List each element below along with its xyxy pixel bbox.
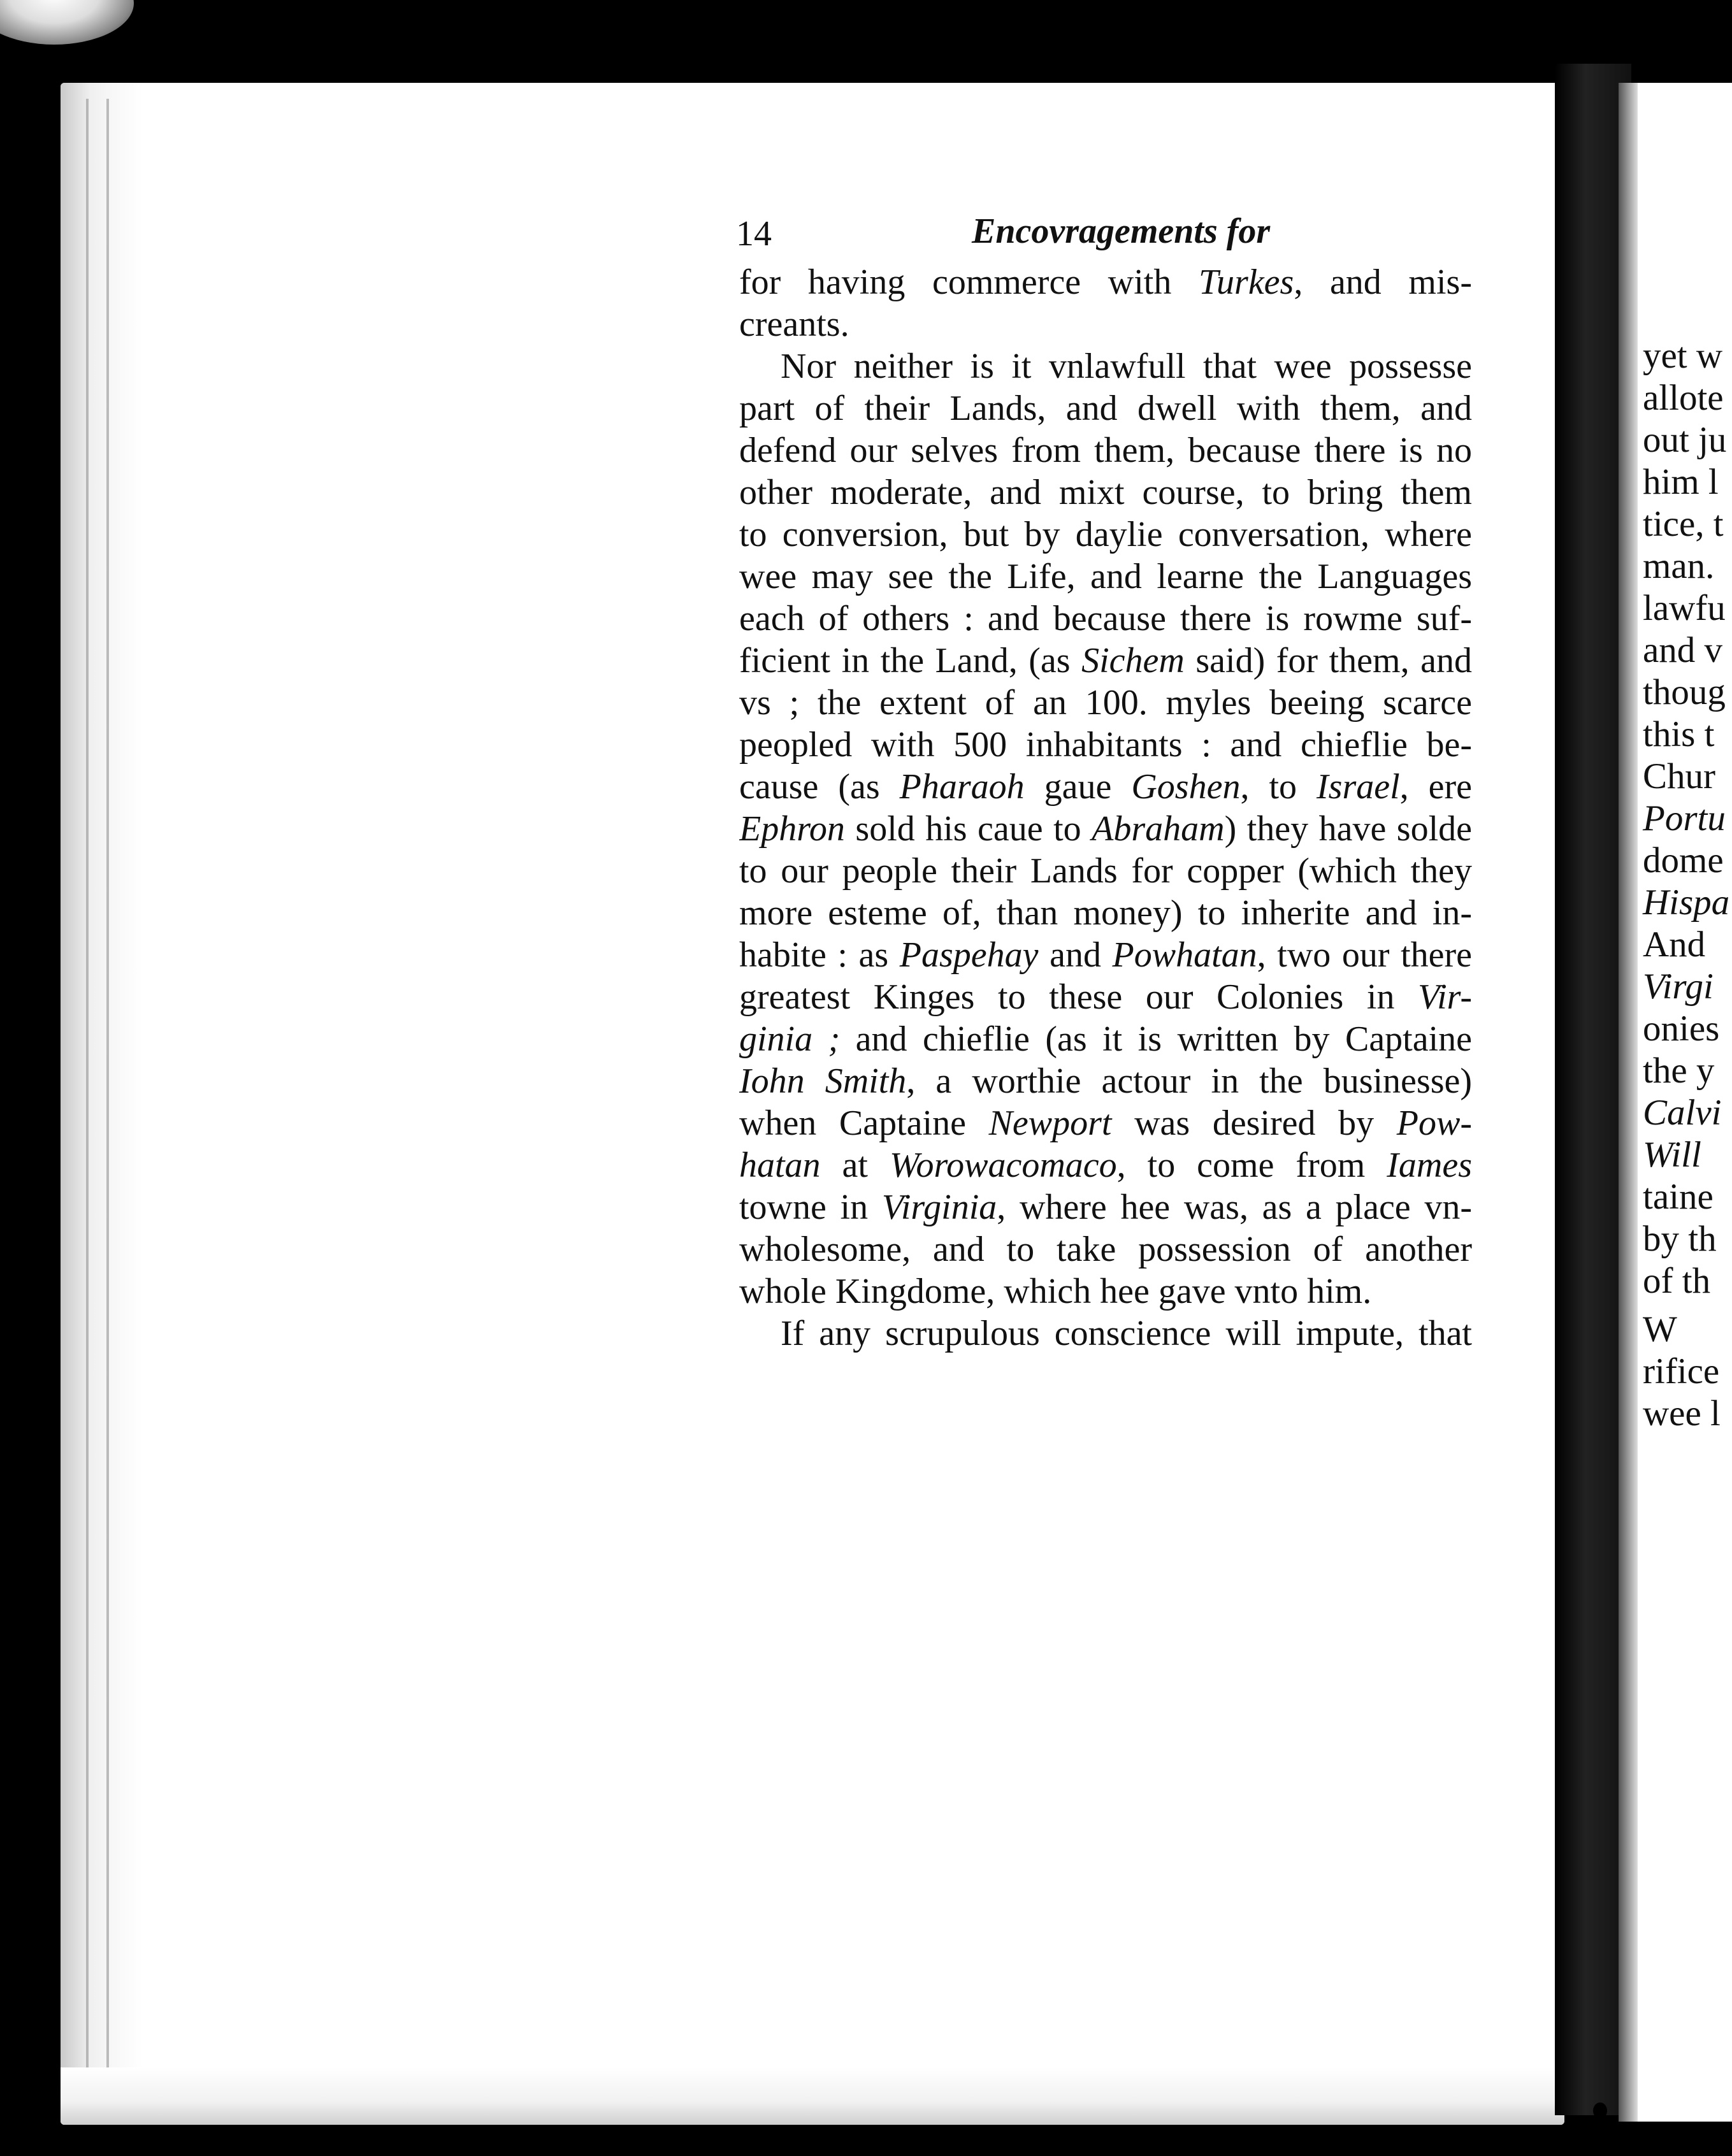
text-line <box>739 1312 1472 1355</box>
text-run: gaue <box>1024 767 1132 807</box>
facing-page-line: out ju <box>1643 420 1727 460</box>
text-line <box>739 1018 1472 1060</box>
italic-run: Goshen <box>1131 767 1241 807</box>
text-line <box>739 976 1472 1018</box>
facing-page-line: Portu <box>1643 798 1726 838</box>
text-run: was desired by <box>1111 1103 1397 1143</box>
italic-run: Vir- <box>1418 977 1472 1017</box>
italic-run: Iohn Smith <box>739 1061 907 1101</box>
text-run: cause (as <box>739 767 900 807</box>
italic-run: Powhatan <box>1112 935 1257 975</box>
facing-page <box>1619 83 1732 2122</box>
text-line <box>739 556 1472 598</box>
text-line <box>739 345 1472 387</box>
text-line <box>739 640 1472 682</box>
text-line <box>739 766 1472 808</box>
facing-page-shade <box>1619 83 1638 2122</box>
text-run: at <box>820 1146 890 1185</box>
facing-page-line: tice, t <box>1643 504 1724 544</box>
italic-run: ginia ; <box>739 1019 841 1059</box>
facing-page-line: of th <box>1643 1261 1711 1301</box>
text-run: towne in <box>739 1188 882 1227</box>
facing-page-line: him l <box>1643 462 1719 502</box>
page-edge-line <box>106 99 109 2109</box>
text-run: for having commerce with <box>739 262 1199 302</box>
text-run: more esteme of, than money) to inherite and in- <box>739 893 1472 933</box>
italic-run: Paspehay <box>899 935 1039 975</box>
text-line <box>739 934 1472 976</box>
text-line <box>739 1228 1472 1270</box>
scan-speck <box>1593 2102 1607 2119</box>
page-bottom-edge <box>61 2067 1564 2125</box>
text-run: ) they have solde <box>1224 809 1472 849</box>
facing-page-line: allote <box>1643 378 1724 418</box>
facing-page-line: onies <box>1643 1009 1720 1049</box>
text-line <box>739 429 1472 471</box>
text-run: Nor neither is it vnlawfull that wee possesse <box>781 347 1472 386</box>
text-run: , to <box>1240 767 1317 807</box>
page-number: 14 <box>736 214 772 254</box>
facing-page-line: dome <box>1643 840 1724 880</box>
italic-run: Ephron <box>739 809 845 849</box>
italic-run: Pharaoh <box>899 767 1025 807</box>
text-run: , two our there <box>1257 935 1472 975</box>
text-run: wee may see the Life, and learne the Languages <box>739 557 1472 596</box>
italic-run: Worowacomaco <box>889 1146 1117 1185</box>
text-run: to our people their Lands for copper (which they <box>739 851 1472 891</box>
scan-speck <box>1086 75 1092 82</box>
text-run: and <box>1038 935 1113 975</box>
text-line <box>739 808 1472 850</box>
text-line <box>739 1270 1472 1312</box>
text-run: , a worthie actour in the businesse) <box>906 1061 1472 1101</box>
text-line <box>739 387 1472 429</box>
text-run: peopled with 500 inhabitants : and chieflie be- <box>739 725 1472 765</box>
text-run: part of their Lands, and dwell with them, and <box>739 389 1472 428</box>
text-run: whole Kingdome, which hee gave vnto him. <box>739 1272 1372 1311</box>
text-line <box>739 1144 1472 1186</box>
facing-page-line: by th <box>1643 1219 1717 1259</box>
text-line <box>739 471 1472 514</box>
text-run: said) for them, and <box>1184 641 1472 680</box>
facing-page-line: and v <box>1643 630 1723 670</box>
text-line <box>739 682 1472 724</box>
italic-run: Abraham <box>1092 809 1225 849</box>
text-run: defend our selves from them, because there is no <box>739 431 1472 470</box>
running-head <box>736 213 1501 264</box>
italic-run: Iames <box>1387 1146 1472 1185</box>
text-line <box>739 1060 1472 1102</box>
text-run: If any scrupulous conscience will impute, that <box>781 1314 1472 1353</box>
text-line <box>739 514 1472 556</box>
text-run: and chieflie (as it is written by Captaine <box>840 1019 1472 1059</box>
facing-page-line: Chur <box>1643 756 1715 796</box>
text-line <box>739 261 1472 303</box>
text-line <box>739 1186 1472 1228</box>
text-run: when Captaine <box>739 1103 989 1143</box>
text-run: wholesome, and to take possession of another <box>739 1230 1472 1269</box>
text-run: habite : as <box>739 935 900 975</box>
facing-page-line: And <box>1643 924 1706 965</box>
italic-run: Pow- <box>1396 1103 1472 1143</box>
text-run: sold his caue to <box>844 809 1092 849</box>
text-run: vs ; the extent of an 100. myles beeing scarce <box>739 683 1472 722</box>
facing-page-line: Will <box>1643 1135 1701 1175</box>
facing-page-line: thoug <box>1643 672 1726 712</box>
facing-page-line: yet w <box>1643 336 1723 376</box>
facing-page-line: wee l <box>1643 1393 1721 1434</box>
text-line <box>739 892 1472 934</box>
text-line <box>739 1102 1472 1144</box>
italic-run: Turkes <box>1198 262 1294 302</box>
text-run: , where hee was, as a place vn- <box>997 1188 1472 1227</box>
facing-page-line: rifice <box>1643 1351 1720 1391</box>
facing-page-line: man. <box>1643 546 1715 586</box>
scan-blot <box>0 0 134 45</box>
text-run: creants. <box>739 305 849 344</box>
body-text <box>739 261 1472 1355</box>
text-line <box>739 850 1472 892</box>
text-run: to conversion, but by daylie conversation, where <box>739 515 1472 554</box>
text-run: , to come from <box>1116 1146 1387 1185</box>
scan-speck <box>54 647 58 650</box>
text-run: , and mis- <box>1294 262 1472 302</box>
page-edge-line <box>86 99 89 2109</box>
facing-page-line: W <box>1643 1309 1677 1349</box>
text-run: ficient in the Land, (as <box>739 641 1082 680</box>
italic-run: Israel <box>1317 767 1400 807</box>
facing-page-line: Virgi <box>1643 967 1714 1007</box>
facing-page-line: Calvi <box>1643 1093 1722 1133</box>
facing-page-line: this t <box>1643 714 1715 754</box>
facing-page-line: lawfu <box>1643 588 1726 628</box>
page-fore-edge <box>61 83 143 2125</box>
facing-page-line: taine <box>1643 1177 1714 1217</box>
text-run: greatest Kinges to these our Colonies in <box>739 977 1418 1017</box>
facing-page-line: Hispa <box>1643 882 1730 923</box>
facing-page-line: the y <box>1643 1051 1715 1091</box>
italic-run: hatan <box>739 1146 821 1185</box>
text-line <box>739 724 1472 766</box>
text-run: , ere <box>1399 767 1472 807</box>
text-run: other moderate, and mixt course, to bring them <box>739 473 1472 512</box>
text-line <box>739 303 1472 345</box>
italic-run: Virginia <box>881 1188 997 1227</box>
italic-run: Sichem <box>1081 641 1185 680</box>
text-run: each of others : and because there is rowme suf- <box>739 599 1472 638</box>
italic-run: Newport <box>988 1103 1112 1143</box>
running-title: Encovragements for <box>972 212 1271 251</box>
text-line <box>739 598 1472 640</box>
